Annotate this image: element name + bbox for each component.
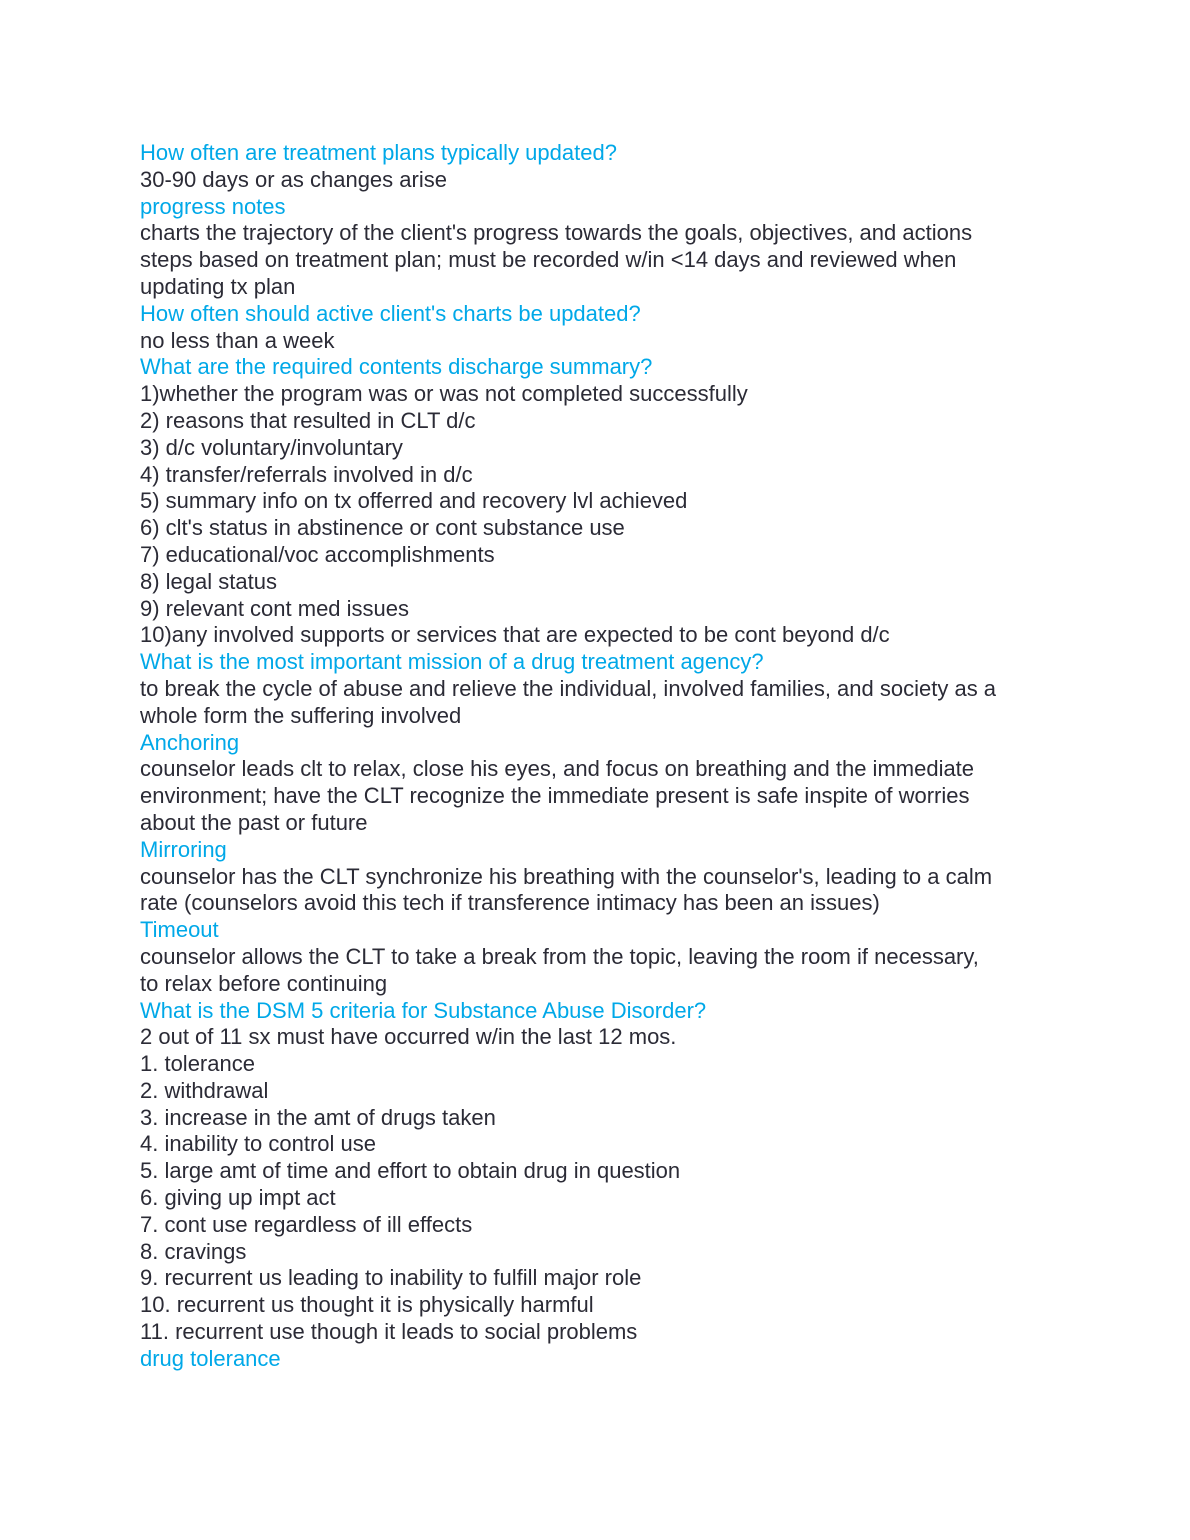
card-answer: [140, 220, 1060, 300]
card-answer: [140, 756, 1060, 836]
answer-line: counselor allows the CLT to take a break from the topic, leaving the room if necessary,: [140, 943, 979, 969]
answer-line: 3) d/c voluntary/involuntary: [140, 434, 403, 460]
answer-line: environment; have the CLT recognize the immediate present is safe inspite of worries: [140, 783, 970, 809]
flashcard-list: [140, 140, 1060, 1373]
answer-line: counselor has the CLT synchronize his breathing with the counselor's, leading to a calm: [140, 863, 993, 889]
answer-line: 8. cravings: [140, 1238, 247, 1264]
card-question: progress notes: [140, 193, 286, 219]
answer-line: 11. recurrent use though it leads to social problems: [140, 1319, 638, 1345]
answer-line: updating tx plan: [140, 273, 296, 299]
answer-line: 2) reasons that resulted in CLT d/c: [140, 407, 476, 433]
card-answer: [140, 676, 1060, 730]
card-answer: [140, 167, 1060, 194]
card-answer: [140, 864, 1060, 918]
answer-line: 8) legal status: [140, 568, 277, 594]
answer-line: 1. tolerance: [140, 1051, 255, 1077]
answer-line: 30-90 days or as changes arise: [140, 166, 447, 192]
card-answer: [140, 381, 1060, 649]
answer-line: 10)any involved supports or services that are expected to be cont beyond d/c: [140, 622, 890, 648]
answer-line: steps based on treatment plan; must be recorded w/in <14 days and reviewed when: [140, 247, 957, 273]
card-question: What is the DSM 5 criteria for Substance Abuse Disorder?: [140, 997, 707, 1023]
answer-line: 2 out of 11 sx must have occurred w/in the last 12 mos.: [140, 1024, 677, 1050]
document-page: [140, 140, 1060, 1373]
card-question: How often should active client's charts be updated?: [140, 300, 641, 326]
card-answer: [140, 328, 1060, 355]
answer-line: 4. inability to control use: [140, 1131, 377, 1157]
answer-line: 7) educational/voc accomplishments: [140, 541, 495, 567]
answer-line: 4) transfer/referrals involved in d/c: [140, 461, 473, 487]
answer-line: 6) clt's status in abstinence or cont substance use: [140, 515, 625, 541]
answer-line: 9. recurrent us leading to inability to fulfill major role: [140, 1265, 642, 1291]
answer-line: 1)whether the program was or was not completed successfully: [140, 381, 748, 407]
answer-line: 5. large amt of time and effort to obtain drug in question: [140, 1158, 681, 1184]
card-question: How often are treatment plans typically updated?: [140, 140, 617, 165]
answer-line: charts the trajectory of the client's progress towards the goals, objectives, and actions: [140, 220, 973, 246]
card-answer: [140, 1024, 1060, 1346]
answer-line: 6. giving up impt act: [140, 1185, 336, 1211]
answer-line: about the past or future: [140, 809, 368, 835]
card-question: drug tolerance: [140, 1345, 281, 1371]
answer-line: 9) relevant cont med issues: [140, 595, 410, 621]
answer-line: counselor leads clt to relax, close his eyes, and focus on breathing and the immediate: [140, 756, 975, 782]
card-question: Anchoring: [140, 729, 240, 755]
answer-line: 10. recurrent us thought it is physically harmful: [140, 1292, 594, 1318]
card-answer: [140, 944, 1060, 998]
card-question: What is the most important mission of a drug treatment agency?: [140, 649, 764, 675]
card-question: Mirroring: [140, 836, 227, 862]
answer-line: 2. withdrawal: [140, 1077, 269, 1103]
answer-line: no less than a week: [140, 327, 335, 353]
answer-line: 3. increase in the amt of drugs taken: [140, 1104, 496, 1130]
answer-line: 5) summary info on tx offerred and recovery lvl achieved: [140, 488, 688, 514]
answer-line: to break the cycle of abuse and relieve the individual, involved families, and society as a: [140, 675, 997, 701]
card-question: Timeout: [140, 917, 219, 943]
answer-line: whole form the suffering involved: [140, 702, 462, 728]
answer-line: rate (counselors avoid this tech if transference intimacy has been an issues): [140, 890, 880, 916]
card-question: What are the required contents discharge summary?: [140, 354, 653, 380]
answer-line: 7. cont use regardless of ill effects: [140, 1211, 473, 1237]
answer-line: to relax before continuing: [140, 970, 388, 996]
